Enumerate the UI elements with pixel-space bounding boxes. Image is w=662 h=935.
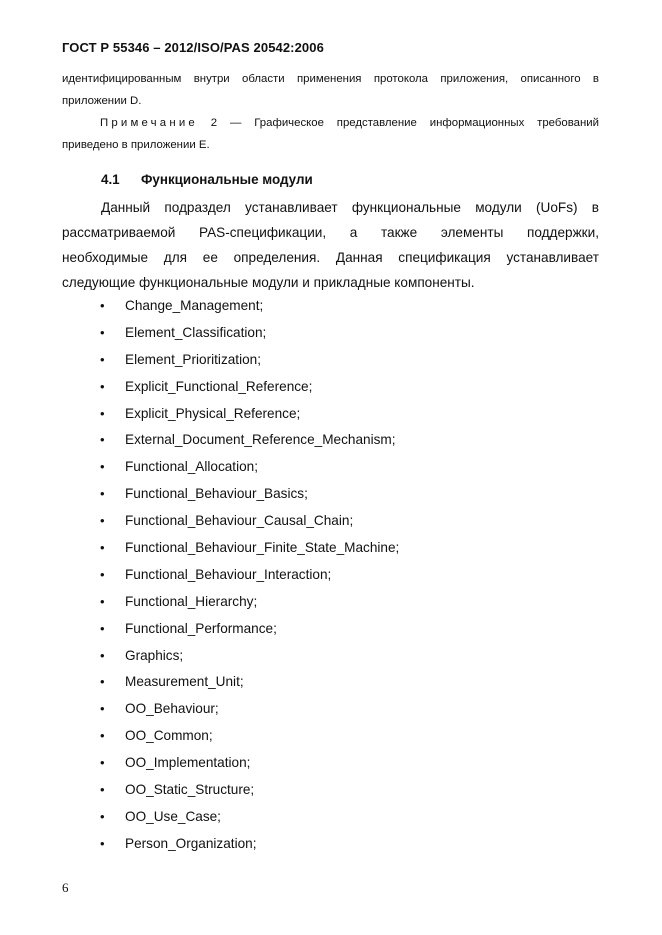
bullet-icon: • <box>100 324 105 340</box>
bullet-icon: • <box>100 593 105 609</box>
intro-line-1: идентифицированным внутри области применения протокола приложения, описанного в <box>62 73 599 85</box>
intro-paragraph <box>62 68 599 112</box>
bullet-icon: • <box>100 405 105 421</box>
paragraph-line-1: Данный подраздел устанавливает функциональные модули (UoFs) в <box>101 200 599 215</box>
note-label: Примечание <box>100 117 198 129</box>
note-line-2: приведено в приложении E. <box>62 139 210 151</box>
note-number: 2 <box>210 117 218 129</box>
bullet-icon: • <box>100 298 105 313</box>
bullet-icon: • <box>100 351 105 367</box>
bullet-icon: • <box>100 620 105 636</box>
bullet-icon: • <box>100 513 105 529</box>
bullet-icon: • <box>100 835 105 851</box>
section-paragraph <box>62 195 599 295</box>
intro-line-2: приложении D. <box>62 95 142 107</box>
note-line-1 <box>62 112 599 134</box>
note-paragraph <box>62 112 599 156</box>
section-title: Функциональные модули <box>141 172 313 187</box>
document-header: ГОСТ Р 55346 – 2012/ISO/PAS 20542:2006 <box>62 40 324 55</box>
section-number: 4.1 <box>101 172 120 187</box>
bullet-icon: • <box>100 647 105 663</box>
bullet-icon: • <box>100 378 105 394</box>
paragraph-line-3: необходимые для ее определения. Данная спецификация устанавливает <box>62 250 599 265</box>
bullet-icon: • <box>100 782 105 798</box>
paragraph-line-2: рассматриваемой PAS-спецификации, а также элементы поддержки, <box>62 225 599 240</box>
bullet-icon: • <box>100 674 105 690</box>
bullet-icon: • <box>100 755 105 771</box>
note-text-1: Графическое представление информационных требований <box>254 117 600 129</box>
bullet-icon: • <box>100 566 105 582</box>
section-heading <box>101 172 313 187</box>
note-dash: — <box>230 117 242 129</box>
bullet-icon: • <box>100 432 105 448</box>
bullet-icon: • <box>100 808 105 824</box>
page-number: 6 <box>62 880 69 895</box>
bullet-icon: • <box>100 701 105 717</box>
paragraph-line-4: следующие функциональные модули и прикладные компоненты. <box>62 275 475 290</box>
bullet-icon: • <box>100 486 105 502</box>
bullet-icon: • <box>100 728 105 744</box>
bullet-icon: • <box>100 459 105 475</box>
bullet-icon: • <box>100 540 105 556</box>
